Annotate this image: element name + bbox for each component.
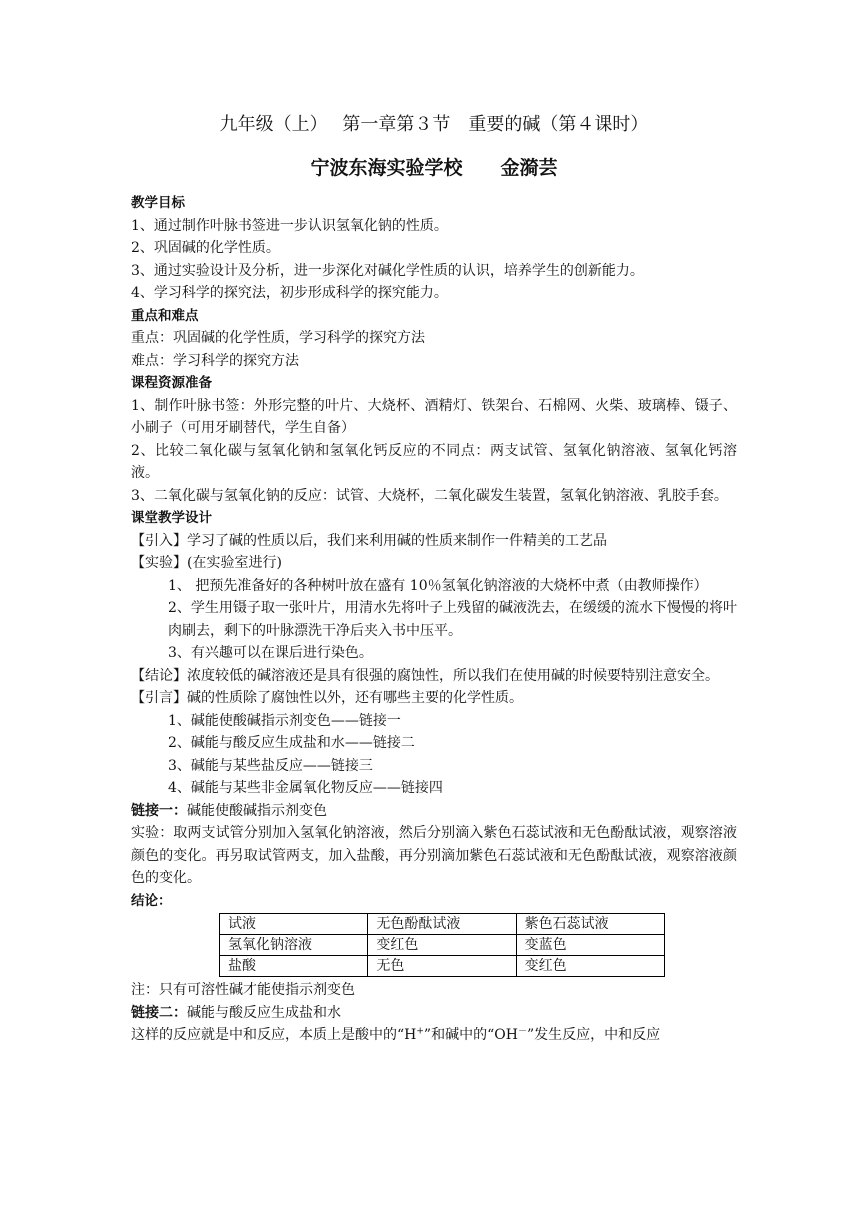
goal-item-4: 4、学习科学的探究法，初步形成科学的探究能力。 <box>131 285 448 301</box>
link1-title: 碱能使酸碱指示剂变色 <box>187 802 327 819</box>
conclusion-tag: 【结论】 <box>131 667 187 684</box>
hydrogen-ion-charge: + <box>416 1026 424 1037</box>
experiment-paragraph <box>131 552 737 575</box>
goal-item-3: 3、通过实验设计及分析，进一步深化对碱化学性质的认识，培养学生的创新能力。 <box>131 262 644 279</box>
conclusion-text: 浓度较低的碱溶液还是具有很强的腐蚀性，所以我们在使用碱的时候要特别注意安全。 <box>187 667 719 684</box>
lead-text: 碱的性质除了腐蚀性以外，还有哪些主要的化学性质。 <box>187 690 523 706</box>
intro-paragraph <box>131 530 737 553</box>
link1-conclusion-label: 结论： <box>131 892 172 909</box>
intro-text: 学习了碱的性质以后，我们来利用碱的性质来制作一件精美的工艺品 <box>187 532 607 549</box>
link2-tag: 链接二： <box>131 1004 187 1021</box>
experiment-step-2: 2、学生用镊子取一张叶片，用清水先将叶子上残留的碱液洗去，在缓缓的流水下慢慢的将叶肉刷去，剩下的叶脉漂洗干净后夹入书中压平。 <box>168 600 737 639</box>
document-author: 宁波东海实验学校 金漪芸 <box>310 157 558 179</box>
table-header-row <box>220 914 665 935</box>
experiment-step-3: 3、有兴趣可以在课后进行染色。 <box>168 645 373 661</box>
experiment-text: (在实验室进行) <box>187 555 282 571</box>
link2-text-part: ”和碱中的“OH <box>423 1027 518 1043</box>
link2-heading <box>131 1002 737 1025</box>
link1-experiment: 实验：取两支试管分别加入氢氧化钠溶液，然后分别滴入紫色石蕊试液和无色酚酞试液，观察溶液颜色的变化。再另取试管两支，加入盐酸，再分别滴加紫色石蕊试液和无色酚酞试液，观察溶液颜色的变化。 <box>131 825 737 886</box>
table-row <box>220 935 665 956</box>
table-cell: 盐酸 <box>220 956 368 977</box>
goal-item-1: 1、通过制作叶脉书签进一步认识氢氧化钠的性质。 <box>131 217 448 234</box>
experiment-tag: 【实验】 <box>131 555 187 571</box>
table-cell: 变红色 <box>368 935 516 956</box>
link2-text-part: ”发生反应，中和反应 <box>526 1027 661 1043</box>
link2-text-part: 这样的反应就是中和反应，本质上是酸中的“H <box>131 1027 417 1043</box>
table-cell: 无色 <box>368 956 516 977</box>
indicator-result-table <box>219 913 665 977</box>
lead-tag: 【引言】 <box>131 690 187 706</box>
intro-tag: 【引入】 <box>131 532 187 549</box>
document-page <box>131 112 737 1047</box>
property-item-3: 3、碱能与某些盐反应——链接三 <box>168 757 373 774</box>
table-row <box>220 956 665 977</box>
property-item-1: 1、碱能使酸碱指示剂变色——链接一 <box>168 712 401 729</box>
focus-difficult: 难点：学习科学的探究方法 <box>131 352 299 369</box>
goals-heading: 教学目标 <box>131 195 185 211</box>
table-cell: 变蓝色 <box>516 935 664 956</box>
lead-paragraph <box>131 687 737 710</box>
experiment-step-1: 1、 把预先准备好的各种树叶放在盛有 10％氢氧化钠溶液的大烧杯中煮（由教师操作） <box>168 577 708 594</box>
resources-heading: 课程资源准备 <box>131 375 212 391</box>
goal-item-2: 2、巩固碱的化学性质。 <box>131 240 280 256</box>
property-item-4: 4、碱能与某些非金属氧化物反应——链接四 <box>168 780 443 796</box>
resource-item-1: 1、制作叶脉书签：外形完整的叶片、大烧杯、酒精灯、铁架台、石棉网、火柴、玻璃棒、镊子、小刷子（可用牙刷替代，学生自备） <box>131 397 737 436</box>
design-heading: 课堂教学设计 <box>131 510 212 526</box>
resource-item-2: 2、比较二氧化碳与氢氧化钠和氢氧化钙反应的不同点：两支试管、氢氧化钠溶液、氢氧化钙溶液。 <box>131 442 737 481</box>
link1-heading <box>131 800 737 823</box>
link2-title: 碱能与酸反应生成盐和水 <box>187 1004 341 1021</box>
link1-tag: 链接一： <box>131 802 187 819</box>
table-cell: 变红色 <box>516 956 664 977</box>
link2-text <box>131 1024 737 1047</box>
property-item-2: 2、碱能与酸反应生成盐和水——链接二 <box>168 735 415 751</box>
resource-item-3: 3、二氧化碳与氢氧化钠的反应：试管、大烧杯，二氧化碳发生装置，氢氧化钠溶液、乳胶手套。 <box>131 487 728 504</box>
hydroxide-ion-charge: － <box>517 1026 527 1037</box>
table-header-cell: 试液 <box>220 914 368 935</box>
table-header-cell: 紫色石蕊试液 <box>516 914 664 935</box>
document-title: 九年级（上） 第一章第３节 重要的碱（第４课时） <box>219 114 649 135</box>
table-cell: 氢氧化钠溶液 <box>220 935 368 956</box>
table-header-cell: 无色酚酞试液 <box>368 914 516 935</box>
focus-heading: 重点和难点 <box>131 307 199 324</box>
focus-key: 重点：巩固碱的化学性质，学习科学的探究方法 <box>131 330 425 346</box>
link1-note: 注：只有可溶性碱才能使指示剂变色 <box>131 982 355 998</box>
conclusion-paragraph <box>131 665 737 688</box>
